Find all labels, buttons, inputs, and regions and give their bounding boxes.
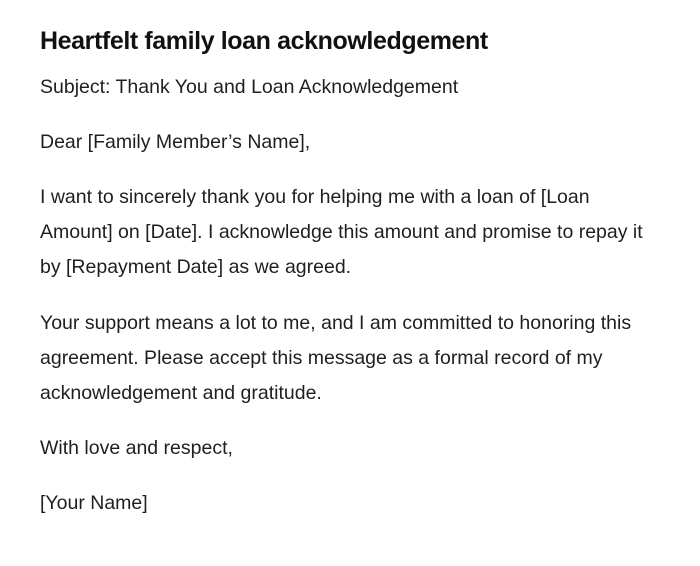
body-paragraph-2: Your support means a lot to me, and I am committed to honoring this agreement. Please accept this message as a formal record of my acknowledgement and gratitude. — [40, 312, 632, 404]
subject-line: Subject: Thank You and Loan Acknowledgement — [40, 76, 459, 98]
greeting-line: Dear [Family Member’s Name], — [40, 131, 311, 153]
letter-document — [40, 26, 660, 521]
signature-line: [Your Name] — [40, 492, 148, 514]
closing-line: With love and respect, — [40, 437, 233, 459]
body-paragraph-1: I want to sincerely thank you for helping me with a loan of [Loan Amount] on [Date]. I acknowledge this amount and promise to repay it by [Repayment Date] as we agreed. — [40, 186, 643, 278]
document-title: Heartfelt family loan acknowledgement — [40, 27, 488, 55]
